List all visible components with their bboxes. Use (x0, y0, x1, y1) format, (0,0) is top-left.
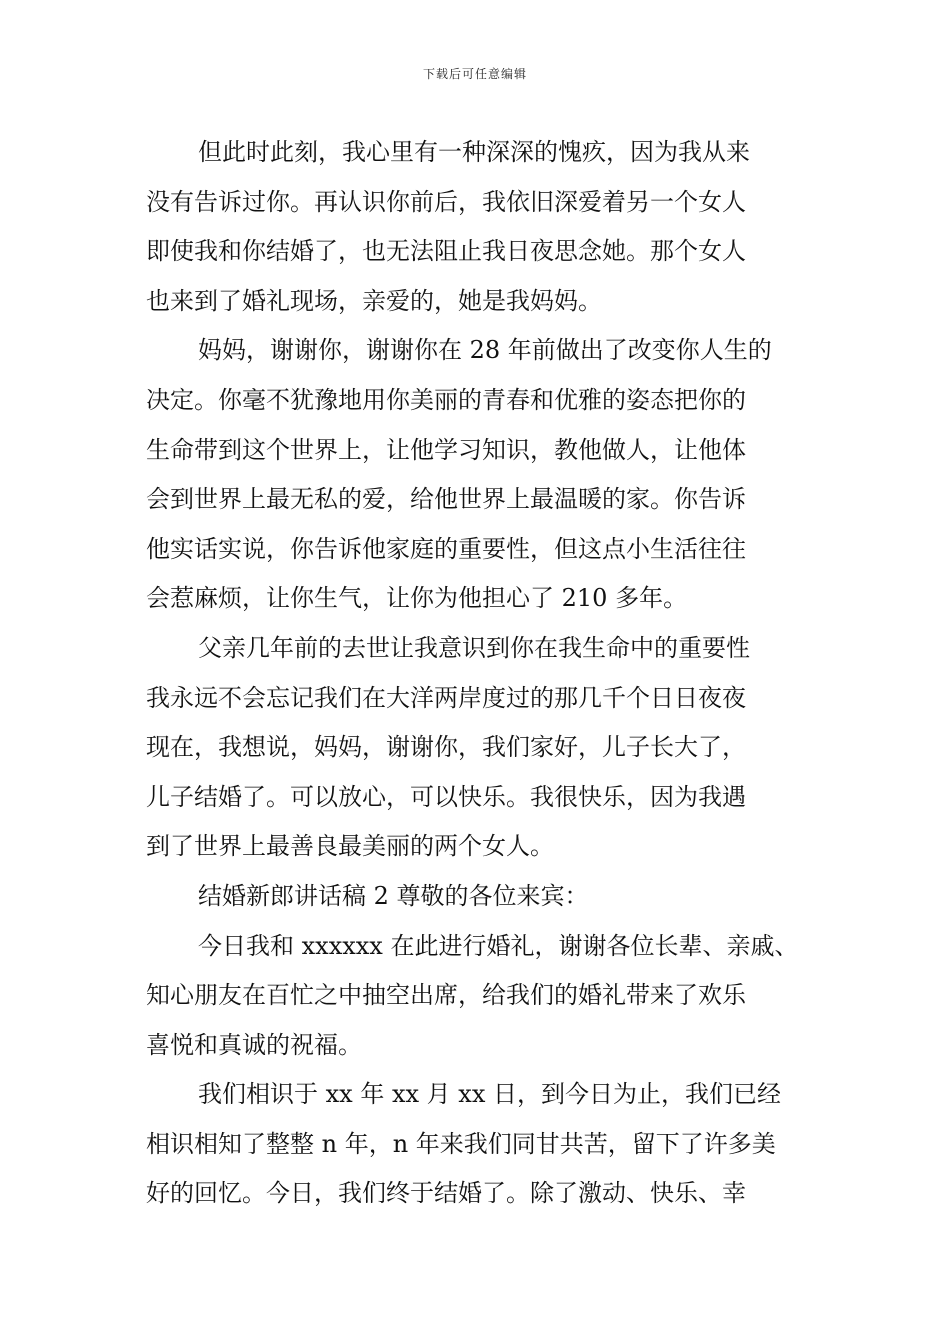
text-line: 父亲几年前的去世让我意识到你在我生命中的重要性 (198, 633, 750, 662)
text-line: 儿子结婚了。可以放心，可以快乐。我很快乐，因为我遇 (146, 782, 746, 811)
text-line: 没有告诉过你。再认识你前后，我依旧深爱着另一个女人 (146, 187, 746, 216)
text-line: 生命带到这个世界上，让他学习知识，教他做人，让他体 (146, 435, 746, 464)
paragraph-3 (146, 624, 826, 872)
text-line: 会到世界上最无私的爱，给他世界上最温暖的家。你告诉 (146, 485, 746, 514)
text-line: 我们相识于 xx 年 xx 月 xx 日，到今日为止，我们已经 (198, 1080, 781, 1109)
text-line: 现在，我想说，妈妈，谢谢你，我们家好，儿子长大了， (146, 733, 746, 762)
text-line: 他实话实说，你告诉他家庭的重要性，但这点小生活往往 (146, 534, 746, 563)
paragraph-1 (146, 128, 826, 326)
text-line: 会惹麻烦，让你生气，让你为他担心了 210 多年。 (146, 584, 688, 613)
text-line: 好的回忆。今日，我们终于结婚了。除了激动、快乐、幸 (146, 1179, 746, 1208)
text-line: 决定。你毫不犹豫地用你美丽的青春和优雅的姿态把你的 (146, 385, 746, 414)
text-line: 即使我和你结婚了，也无法阻止我日夜思念她。那个女人 (146, 237, 746, 266)
text-line: 到了世界上最善良最美丽的两个女人。 (146, 832, 554, 861)
paragraph-4-heading (146, 872, 826, 922)
text-line: 也来到了婚礼现场，亲爱的，她是我妈妈。 (146, 286, 602, 315)
text-line: 喜悦和真诚的祝福。 (146, 1030, 362, 1059)
text-line: 结婚新郎讲话稿 2 尊敬的各位来宾： (198, 881, 589, 910)
text-line: 我永远不会忘记我们在大洋两岸度过的那几千个日日夜夜 (146, 683, 746, 712)
paragraph-2 (146, 326, 826, 624)
text-line: 妈妈，谢谢你，谢谢你在 28 年前做出了改变你人生的 (198, 336, 772, 365)
text-line: 相识相知了整整 n 年，n 年来我们同甘共苦，留下了许多美 (146, 1129, 776, 1158)
text-line: 知心朋友在百忙之中抽空出席，给我们的婚礼带来了欢乐 (146, 981, 746, 1010)
paragraph-6 (146, 1070, 826, 1219)
page-header: 下载后可任意编辑 (422, 67, 527, 81)
text-line: 今日我和 xxxxxx 在此进行婚礼，谢谢各位长辈、亲戚、 (198, 931, 799, 960)
document-body (146, 128, 826, 1219)
paragraph-5 (146, 922, 826, 1071)
text-line: 但此时此刻，我心里有一种深深的愧疚，因为我从来 (198, 138, 750, 166)
